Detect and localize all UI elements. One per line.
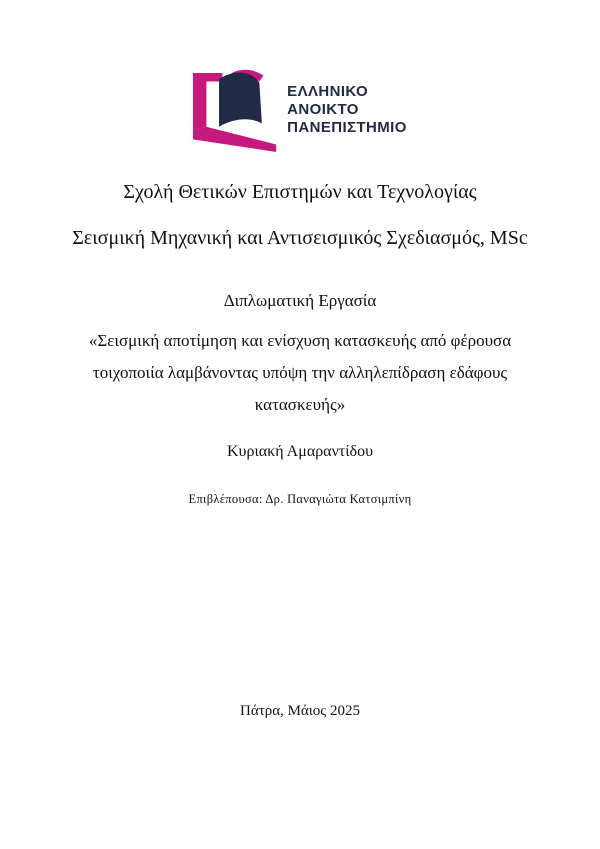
logo-dark-page-shape (219, 73, 262, 127)
school-title: Σχολή Θετικών Επιστημών και Τεχνολογίας (123, 181, 477, 203)
thesis-title-line-3: κατασκευής» (254, 395, 346, 414)
thesis-type-label: Διπλωματική Εργασία (223, 291, 377, 310)
wordmark-line-2: ΑΝΟΙΚΤΟ (287, 101, 359, 118)
wordmark-line-1: ΕΛΛΗΝΙΚΟ (287, 83, 369, 100)
university-logo (0, 66, 600, 154)
supervisor-line: Επιβλέπουσα: Δρ. Παναγιώτα Κατσιμπίνη (188, 492, 412, 506)
thesis-title-line-1: «Σεισμική αποτίμηση και ενίσχυση κατασκευής από φέρουσα (88, 331, 512, 350)
place-date: Πάτρα, Μάιος 2025 (240, 703, 360, 719)
thesis-title (0, 325, 600, 421)
logo-cover-shape (193, 73, 222, 130)
open-book-logo-icon (193, 66, 277, 154)
logo-base-shape (193, 127, 276, 152)
program-title: Σεισμική Μηχανική και Αντισεισμικός Σχεδιασμός, MSc (72, 227, 528, 249)
author-name: Κυριακή Αμαραντίδου (226, 443, 373, 460)
thesis-title-line-2: τοιχοποιία λαμβάνοντας υπόψη την αλληλεπίδραση εδάφους (92, 363, 508, 382)
university-wordmark (287, 83, 407, 137)
wordmark-line-3: ΠΑΝΕΠΙΣΤΗΜΙΟ (287, 119, 407, 136)
